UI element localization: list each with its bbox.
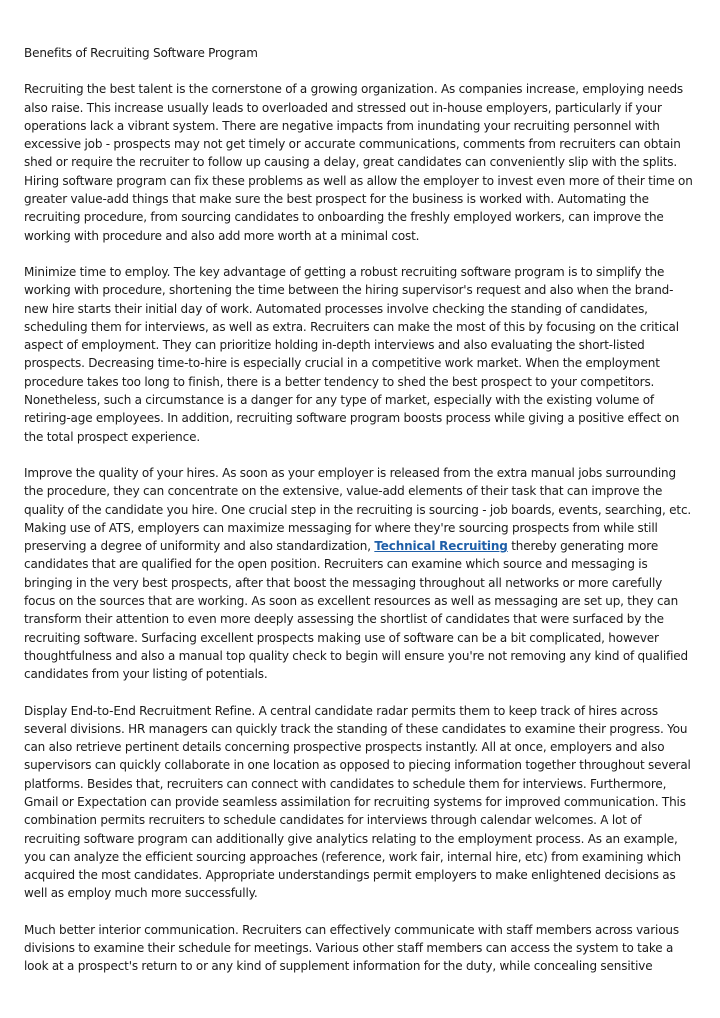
paragraph-minimize-time: Minimize time to employ. The key advantage of getting a robust recruiting software program is to simplify the working with procedure, shortening the time between the hiring supervisor's request and also when the brand-new hire starts their initial day of work. Automated processes involve checking the standing of candidates, scheduling them for interviews, as well as extra. Recruiters can make the most of this by focusing on the critical aspect of employment. They can prioritize holding in-depth interviews and also evaluating the short-listed prospects. Decreasing time-to-hire is especially crucial in a competitive work market. When the employment procedure takes too long to finish, there is a better tendency to shed the best prospect to your competitors. Nonetheless, such a circumstance is a danger for any type of market, especially with the existing volume of retiring-age employees. In addition, recruiting software program boosts process while giving a positive effect on the total prospect experience. <box>24 264 680 444</box>
paragraph-improve-quality-text-end: thereby generating more candidates that are qualified for the open position. Recruiters can examine which source and messaging is bringing in the very best prospects, after that boost the messaging throughout all networks or more carefully focus on the sources that are working. As soon as excellent resources as well as messaging are set up, they can transform their attention to even more deeply assessing the shortlist of candidates that were surfaced by the recruiting software. Surfacing excellent prospects making use of software can be a bit complicated, however thoughtfulness and also a manual top quality check to begin will ensure you're not removing any kind of qualified candidates from your listing of potentials. <box>24 539 689 682</box>
paragraph-display-end-to-end: Display End-to-End Recruitment Refine. A central candidate radar permits them to keep track of hires across several divisions. HR managers can quickly track the standing of these candidates to examine their progress. You can also retrieve pertinent details concerning prospective prospects instantly. All at once, employers and also supervisors can quickly collaborate in one location as opposed to piecing information together throughout several platforms. Besides that, recruiters can connect with candidates to schedule them for interviews. Furthermore, Gmail or Expectation can provide seamless assimilation for recruiting systems for improved communication. This combination permits recruiters to schedule candidates for interviews through calendar welcomes. A lot of recruiting software program can additionally give analytics relating to the employment process. As an example, you can analyze the efficient sourcing approaches (reference, work fair, internal hire, etc) from examining which acquired the most candidates. Appropriate understandings permit employers to make enlightened decisions as well as employ much more successfully. <box>24 703 691 901</box>
technical-recruiting-link[interactable]: Technical Recruiting <box>374 539 508 554</box>
paragraph-intro: Recruiting the best talent is the cornerstone of a growing organization. As companies increase, employing needs also raise. This increase usually leads to overloaded and stressed out in-house employers, particularly if your operations lack a vibrant system. There are negative impacts from inundating your recruiting personnel with excessive job - prospects may not get timely or accurate communications, comments from recruiters can obtain shed or require the recruiter to follow up causing a delay, great candidates can conveniently slip with the splits. Hiring software program can fix these problems as well as allow the employer to invest even more of their time on greater value-add things that make sure the best prospect for the business is worked with. Automating the recruiting procedure, from sourcing candidates to onboarding the freshly employed workers, can improve the working with procedure and also add more worth at a minimal cost. <box>24 82 693 243</box>
paragraph-interior-communication: Much better interior communication. Recruiters can effectively communicate with staff members across various divisions to examine their schedule for meetings. Various other staff members can access the system to take a look at a prospect's return to or any kind of supplement information for the duty, while concealing sensitive <box>24 922 679 974</box>
paragraph-improve-quality <box>24 464 696 684</box>
document-title: Benefits of Recruiting Software Program <box>24 46 258 60</box>
paragraph-improve-quality-text-start: Improve the quality of your hires. As soon as your employer is released from the extra manual jobs surrounding the procedure, they can concentrate on the extensive, value-add elements of their task that can improve the quality of the candidate you hire. One crucial step in the recruiting is sourcing - job boards, events, searching, etc. Making use of ATS, employers can maximize messaging for where they're sourcing prospects from while still preserving a degree of uniformity and also standardization, <box>24 465 692 554</box>
